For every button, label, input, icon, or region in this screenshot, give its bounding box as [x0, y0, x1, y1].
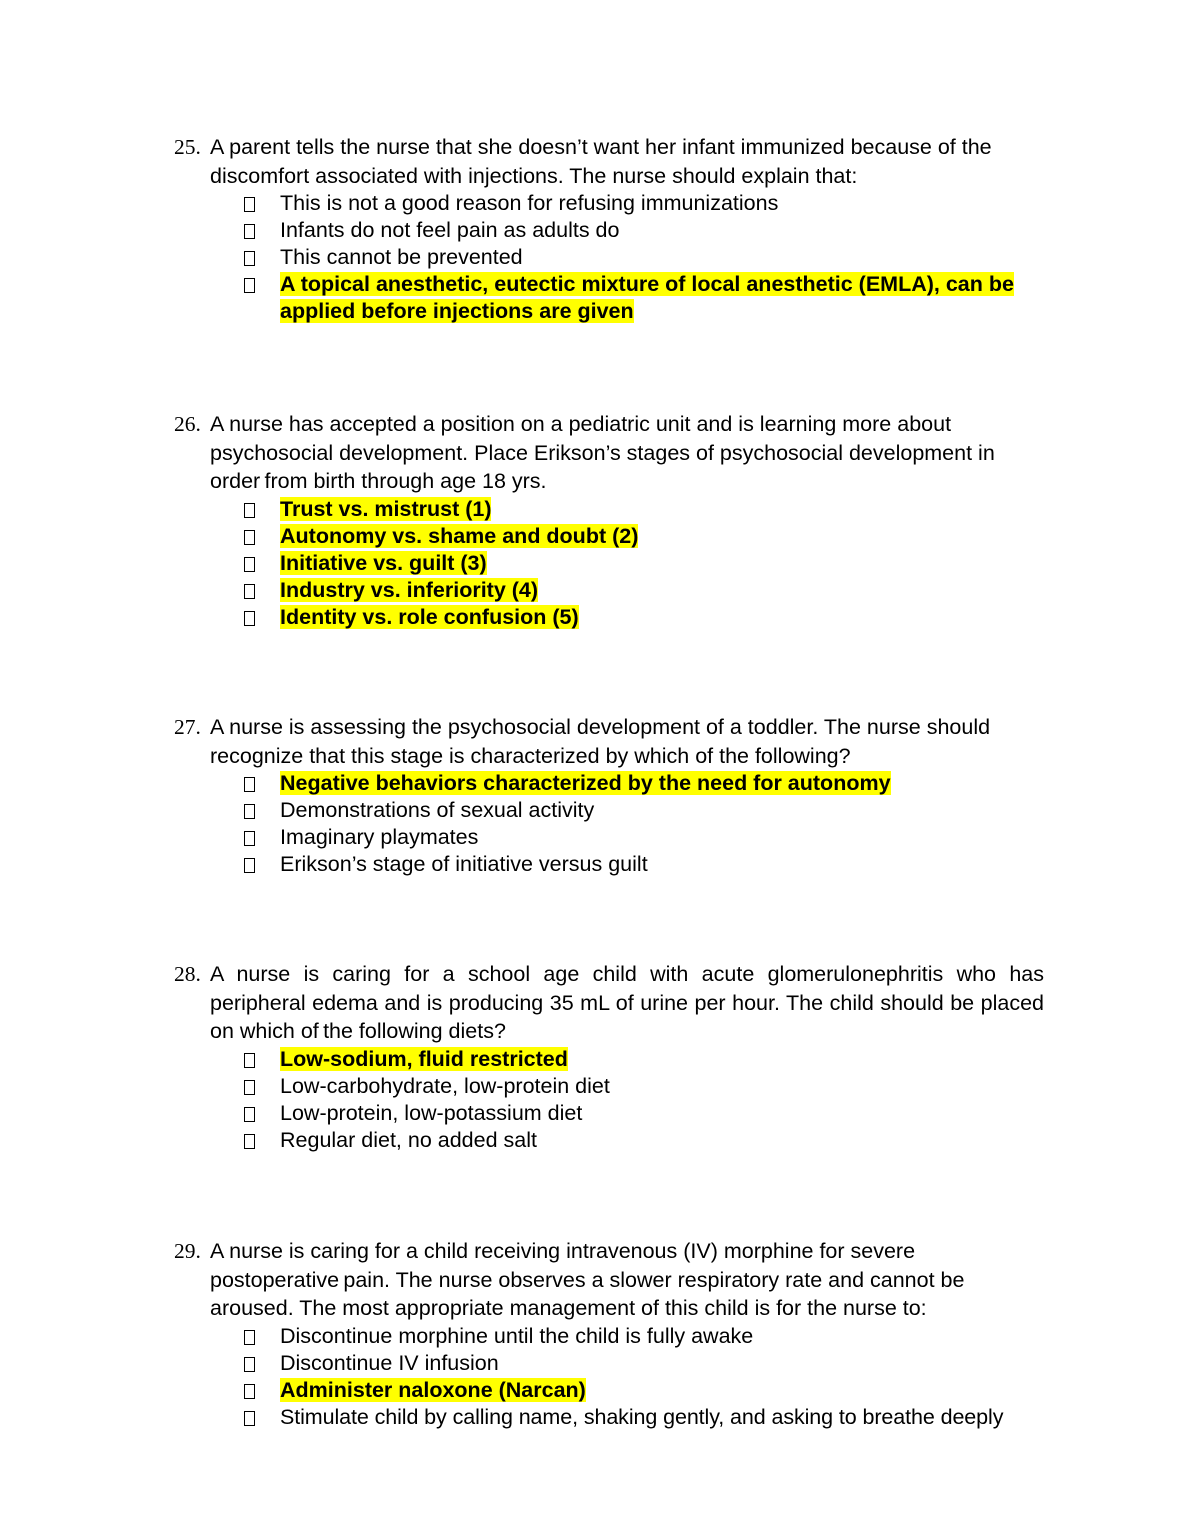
option-text-highlighted: Initiative vs. guilt (3) [280, 550, 487, 575]
answer-option-correct[interactable] [174, 604, 1054, 631]
answer-option-correct[interactable] [174, 1377, 1054, 1404]
option-text: Discontinue morphine until the child is fully awake [280, 1323, 754, 1348]
option-text: Stimulate child by calling name, shaking gently, and asking to breathe deeply [280, 1404, 1004, 1429]
checkbox-icon[interactable] [244, 1134, 255, 1149]
question-number: 26. [174, 412, 201, 436]
answer-option[interactable] [174, 217, 1054, 244]
question-text: A nurse is assessing the psychosocial development of a toddler. The nurse should recognize that this stage is characterized by which of the following? [210, 715, 995, 768]
checkbox-icon[interactable] [244, 224, 255, 239]
question-25 [174, 133, 1054, 325]
answer-options [174, 1046, 1044, 1154]
checkbox-icon[interactable] [244, 858, 255, 873]
option-text-highlighted: Industry vs. inferiority (4) [280, 577, 539, 602]
answer-option[interactable] [174, 1127, 1044, 1154]
question-text: A parent tells the nurse that she doesn’t want her infant immunized because of the discomfort associated with injections. The nurse should explain that: [210, 135, 996, 188]
checkbox-icon[interactable] [244, 251, 255, 266]
checkbox-icon[interactable] [244, 1053, 255, 1068]
option-text-highlighted: Administer naloxone (Narcan) [280, 1377, 586, 1402]
answer-option[interactable] [174, 190, 1054, 217]
question-text: A nurse is caring for a school age child with acute glomerulonephritis who has peripheral edema and is producing 35 mL of urine per hour. The child should be placed on which of the following diets? [210, 962, 1044, 1043]
answer-option-correct[interactable] [174, 271, 1054, 325]
question-stem [174, 133, 1054, 190]
option-text-highlighted: Identity vs. role confusion (5) [280, 604, 579, 629]
option-text: Discontinue IV infusion [280, 1350, 499, 1375]
answer-option-correct[interactable] [174, 523, 1054, 550]
checkbox-icon[interactable] [244, 503, 255, 518]
question-number: 27. [174, 715, 201, 739]
question-number: 29. [174, 1239, 201, 1263]
question-number: 28. [174, 962, 201, 986]
answer-options [174, 770, 1054, 878]
question-28 [174, 960, 1044, 1154]
answer-option-correct[interactable] [174, 550, 1054, 577]
checkbox-icon[interactable] [244, 584, 255, 599]
answer-option[interactable] [174, 244, 1054, 271]
option-text-highlighted: Negative behaviors characterized by the need for autonomy [280, 771, 891, 795]
option-text: Low-carbohydrate, low-protein diet [280, 1073, 610, 1098]
answer-option-correct[interactable] [174, 577, 1054, 604]
question-text: A nurse is caring for a child receiving intravenous (IV) morphine for severe postoperative pain. The nurse observes a slower respiratory rate and cannot be aroused. The most appropriate management of this child is for the nurse to: [210, 1239, 965, 1320]
answer-option[interactable] [174, 797, 1054, 824]
question-number: 25. [174, 135, 201, 159]
checkbox-icon[interactable] [244, 278, 255, 293]
question-text: A nurse has accepted a position on a pediatric unit and is learning more about psychosocial development. Place Erikson’s stages of psychosocial development in order from birth through age 18 yrs. [210, 412, 995, 493]
question-27 [174, 713, 1054, 878]
option-text: This cannot be prevented [280, 245, 523, 269]
checkbox-icon[interactable] [244, 831, 255, 846]
question-stem [174, 1237, 1054, 1323]
answer-options [174, 1323, 1054, 1431]
answer-option[interactable] [174, 1073, 1044, 1100]
option-text: Demonstrations of sexual activity [280, 798, 595, 822]
option-text: Imaginary playmates [280, 825, 479, 849]
checkbox-icon[interactable] [244, 530, 255, 545]
checkbox-icon[interactable] [244, 611, 255, 626]
checkbox-icon[interactable] [244, 1357, 255, 1372]
checkbox-icon[interactable] [244, 1330, 255, 1345]
question-stem [174, 960, 1044, 1046]
option-text-highlighted: Trust vs. mistrust (1) [280, 496, 492, 521]
answer-option[interactable] [174, 1323, 1054, 1350]
question-26 [174, 410, 1054, 631]
answer-option[interactable] [174, 1350, 1054, 1377]
answer-options [174, 496, 1054, 631]
answer-option-correct[interactable] [174, 496, 1054, 523]
option-text: Erikson’s stage of initiative versus guilt [280, 852, 648, 876]
option-text: Regular diet, no added salt [280, 1127, 537, 1152]
answer-option[interactable] [174, 824, 1054, 851]
option-text-highlighted: A topical anesthetic, eutectic mixture of local anesthetic (EMLA), can be applied before injections are given [280, 272, 1014, 323]
answer-option[interactable] [174, 1404, 1054, 1431]
option-text: This is not a good reason for refusing immunizations [280, 191, 779, 215]
question-stem [174, 713, 1054, 770]
answer-option[interactable] [174, 1100, 1044, 1127]
checkbox-icon[interactable] [244, 1384, 255, 1399]
checkbox-icon[interactable] [244, 804, 255, 819]
checkbox-icon[interactable] [244, 557, 255, 572]
checkbox-icon[interactable] [244, 1107, 255, 1122]
checkbox-icon[interactable] [244, 777, 255, 792]
option-text-highlighted: Low-sodium, fluid restricted [280, 1046, 568, 1071]
checkbox-icon[interactable] [244, 1080, 255, 1095]
answer-options [174, 190, 1054, 325]
option-text-highlighted: Autonomy vs. shame and doubt (2) [280, 523, 639, 548]
checkbox-icon[interactable] [244, 197, 255, 212]
option-text: Infants do not feel pain as adults do [280, 218, 620, 242]
option-text: Low-protein, low-potassium diet [280, 1100, 583, 1125]
answer-option-correct[interactable] [174, 770, 1054, 797]
answer-option[interactable] [174, 851, 1054, 878]
question-29 [174, 1237, 1054, 1431]
answer-option-correct[interactable] [174, 1046, 1044, 1073]
question-stem [174, 410, 1054, 496]
checkbox-icon[interactable] [244, 1411, 255, 1426]
